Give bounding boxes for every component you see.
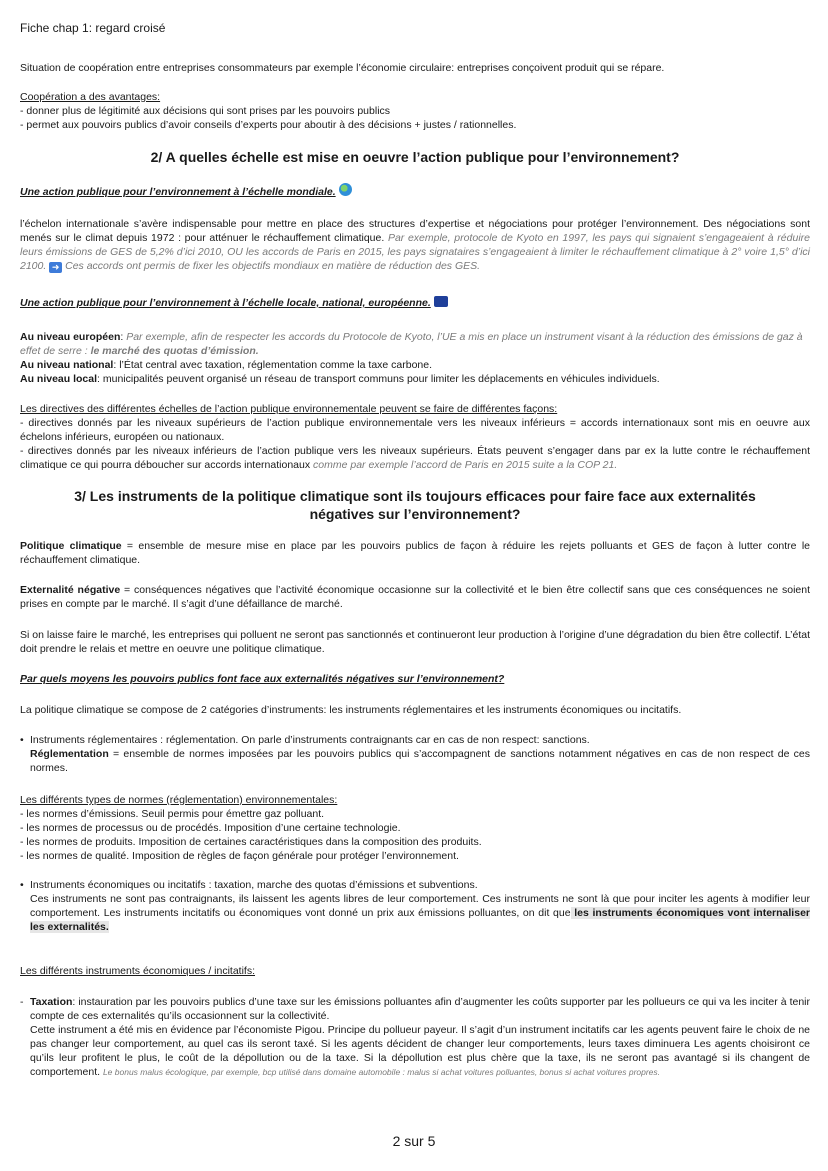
directive-item: - directives donnés par les niveaux inférieurs de l’action publique vers les niveaux supérieurs. États peuvent s’engager dans par ex la lutte contre le réchauffement climatique ce qui pourra déboucher sur accords internationaux xyxy=(20,445,810,471)
subheading-local-text: Une action publique pour l’environnement à l’échelle locale, national, européenne. xyxy=(20,297,431,309)
eu-label: Au niveau européen xyxy=(20,331,121,343)
eco-instruments-title-text: Les différents instruments économiques / incitatifs: xyxy=(20,965,256,977)
climate-policy-text: = ensemble de mesure mise en place par les pouvoirs publics de façon à réduire les rejets polluants et GES de façon à lutter contre le réchauffement climatique. xyxy=(20,540,810,566)
taxation-text: : instauration par les pouvoirs publics d’une taxe sur les émissions polluantes afin d’augmenter les coûts supporter par les pollueurs ce qui va les inciter à tenir compte de ces externalités qu’ils occasionnent sur la collectivité. xyxy=(30,996,810,1022)
norms-title: Les différents types de normes (réglementation) environnementales: xyxy=(20,794,338,806)
world-example: Par exemple, protocole de Kyoto en 1997, les pays qui signaient s’engageaient à réduire leurs émissions de GES de 5,2% d’ici 2010, OU les accords de Paris en 2015, les pays signataires s’engageaient à limiter le réchauffement climatique à 2° voire 1,5° d’ici 2100. xyxy=(20,232,810,272)
national-text: : l’État central avec taxation, réglementation comme la taxe carbone. xyxy=(113,359,433,371)
norms-block xyxy=(20,793,810,863)
local-label: Au niveau local xyxy=(20,373,98,385)
eu-flag-icon xyxy=(434,296,448,307)
economic-highlight: les instruments économiques vont internaliser les externalités. xyxy=(30,907,810,933)
eu-text: Par exemple, afin de respecter les accords du Protocole de Kyoto, l’UE a mis en place un instrument visant à la réduction des émissions de gaz à effet de serre : xyxy=(20,331,803,357)
directive-item: - directives donnés par les niveaux supérieurs de l’action publique environnementale vers les niveaux inférieurs = accords internationaux sont mis en oeuvre aux échelons inférieurs, européen ou nationaux. xyxy=(20,417,810,443)
economic-line: Instruments économiques ou incitatifs : taxation, marche des quotas d’émissions et subventions. xyxy=(30,879,478,891)
intro-paragraph: Situation de coopération entre entreprises consommateurs par exemple l’économie circulaire: entreprises conçoivent produit qui se répare. xyxy=(20,62,665,74)
taxation-label: Taxation xyxy=(30,996,73,1008)
norm-item: - les normes d’émissions. Seuil permis pour émettre gaz polluant. xyxy=(20,808,325,820)
directives-title: Les directives des différentes échelles de l’action publique environnementale peuvent se faire de différentes façons: xyxy=(20,403,558,415)
section-3-title: 3/ Les instruments de la politique climatique sont ils toujours efficaces pour faire face aux externalités négatives sur l’environnement? xyxy=(74,488,756,522)
earth-icon xyxy=(339,183,352,196)
cooperation-item: - permet aux pouvoirs publics d’avoir conseils d’experts pour aboutir à des décisions + justes / rationnelles. xyxy=(20,119,517,131)
cooperation-block xyxy=(20,90,810,132)
eu-bold: le marché des quotas d’émission. xyxy=(90,345,259,357)
page-number: 2 sur 5 xyxy=(392,1133,436,1149)
levels-block: Au niveau européen: Par exemple, afin de respecter les accords du Protocole de Kyoto, l’UE a mis en place un instrument visant à la réduction des émissions de gaz à effet de serre : le marché des quotas d’émission. Au niveau national: l’État central avec taxation, réglementation comme la taxe carbone. Au niveau local: municipalités peuvent organisé un réseau de transport communs pour limiter les déplacements en véhicules individuels. xyxy=(20,331,803,385)
regulation-text: = ensemble de normes imposées par les pouvoirs publics qui s’accompagnent de sanctions notamment négatives en cas de non respect de ces normes. xyxy=(30,748,810,774)
arrow-right-icon: ➜ xyxy=(49,262,62,273)
bonus-malus-example: Le bonus malus écologique, par exemple, bcp utilisé dans domaine automobile : malus si achat voitures polluantes, bonus si achat voitures propres. xyxy=(102,1067,661,1077)
norm-item: - les normes de produits. Imposition de certaines caractéristiques dans la composition des produits. xyxy=(20,836,482,848)
externality-label: Externalité négative xyxy=(20,584,121,596)
norm-item: - les normes de processus ou de procédés. Imposition d’une certaine technologie. xyxy=(20,822,401,834)
section-2-title: 2/ A quelles échelle est mise en oeuvre l’action publique pour l’environnement? xyxy=(150,149,680,165)
directive-example: comme par exemple l’accord de Paris en 2015 suite a la COP 21. xyxy=(313,459,618,471)
bullet-dot: • xyxy=(20,734,24,746)
subheading-world-text: Une action publique pour l’environnement à l’échelle mondiale. xyxy=(20,186,336,198)
world-conclusion: Ces accords ont permis de fixer les objectifs mondiaux en matière de réduction des GES. xyxy=(62,260,481,272)
bullet-dot: • xyxy=(20,879,24,891)
taxation-item xyxy=(20,995,810,1079)
bullet-regulatory xyxy=(20,733,810,775)
cooperation-title: Coopération a des avantages: xyxy=(20,91,161,103)
regulation-label: Réglementation xyxy=(30,748,109,760)
climate-policy-label: Politique climatique xyxy=(20,540,122,552)
page-header: Fiche chap 1: regard croisé xyxy=(20,21,166,35)
climate-policy-definition xyxy=(20,539,810,567)
bullet-economic xyxy=(20,878,810,934)
local-text: : municipalités peuvent organisé un réseau de transport communs pour limiter les déplacements en véhicules individuels. xyxy=(97,373,660,385)
regulatory-line: Instruments réglementaires : réglementation. On parle d’instruments contraignants car en cas de non respect: sanctions. xyxy=(30,734,590,746)
dash-marker: - xyxy=(20,996,24,1008)
cooperation-item: - donner plus de légitimité aux décisions qui sont prises par les pouvoirs publics xyxy=(20,105,391,117)
question-heading xyxy=(20,672,810,686)
market-paragraph: Si on laisse faire le marché, les entreprises qui polluent ne seront pas sanctionnés et continueront leur production à l’origine d’une dégradation du bien être collectif. L’état doit prendre le relais et mettre en oeuvre une politique climatique. xyxy=(20,629,810,655)
question-text: Par quels moyens les pouvoirs publics font face aux externalités négatives sur l’environnement? xyxy=(20,673,505,685)
directives-block xyxy=(20,402,810,472)
world-text: l’échelon internationale s’avère indispensable pour mettre en place des structures d’expertise et négociations pour protéger l’environnement. Des négociations sont menés sur le climat depuis 1972 : pour atténuer le réchauffement climatique. xyxy=(20,218,810,244)
externality-text: = conséquences négatives que l’activité économique occasionne sur la collectivité et le bien être collectif sans que ces conséquences ne soient prises en compte par le marché. Il s’agit d’une défaillance de marché. xyxy=(20,584,810,610)
subheading-world xyxy=(20,183,810,199)
subheading-local xyxy=(20,296,810,310)
national-label: Au niveau national xyxy=(20,359,114,371)
norm-item: - les normes de qualité. Imposition de règles de façon générale pour protéger l’environnement. xyxy=(20,850,459,862)
categories-paragraph: La politique climatique se compose de 2 catégories d’instruments: les instruments réglementaires et les instruments économiques ou incitatifs. xyxy=(20,704,682,716)
economic-text: Ces instruments ne sont pas contraignants, ils laissent les agents libres de leur comportement. Ces instruments ne sont là que pour inciter les agents à modifier leur comportement. Les instruments incitatifs ou économiques vont donné un prix aux émissions polluantes, on dit que xyxy=(30,893,810,919)
world-paragraph xyxy=(20,217,810,273)
pigou-paragraph: Cette instrument a été mis en évidence par l’économiste Pigou. Principe du pollueur payeur. Il s’agit d’un instrument incitatifs car les agents peuvent faire le choix de ne pas changer leur comportement, au quel cas ils seront taxé. Si les agents décident de changer leur comportements, leurs taxes diminuera Les agents choisiront ce qu’ils leur profitent le plus, le coût de la dépollution ou de la taxe. Si la dépollution est plus chère que la taxe, ils ne seront pas avantagé si ils changent de comportement. xyxy=(30,1024,810,1078)
externality-definition xyxy=(20,583,810,611)
eco-instruments-title xyxy=(20,964,810,978)
